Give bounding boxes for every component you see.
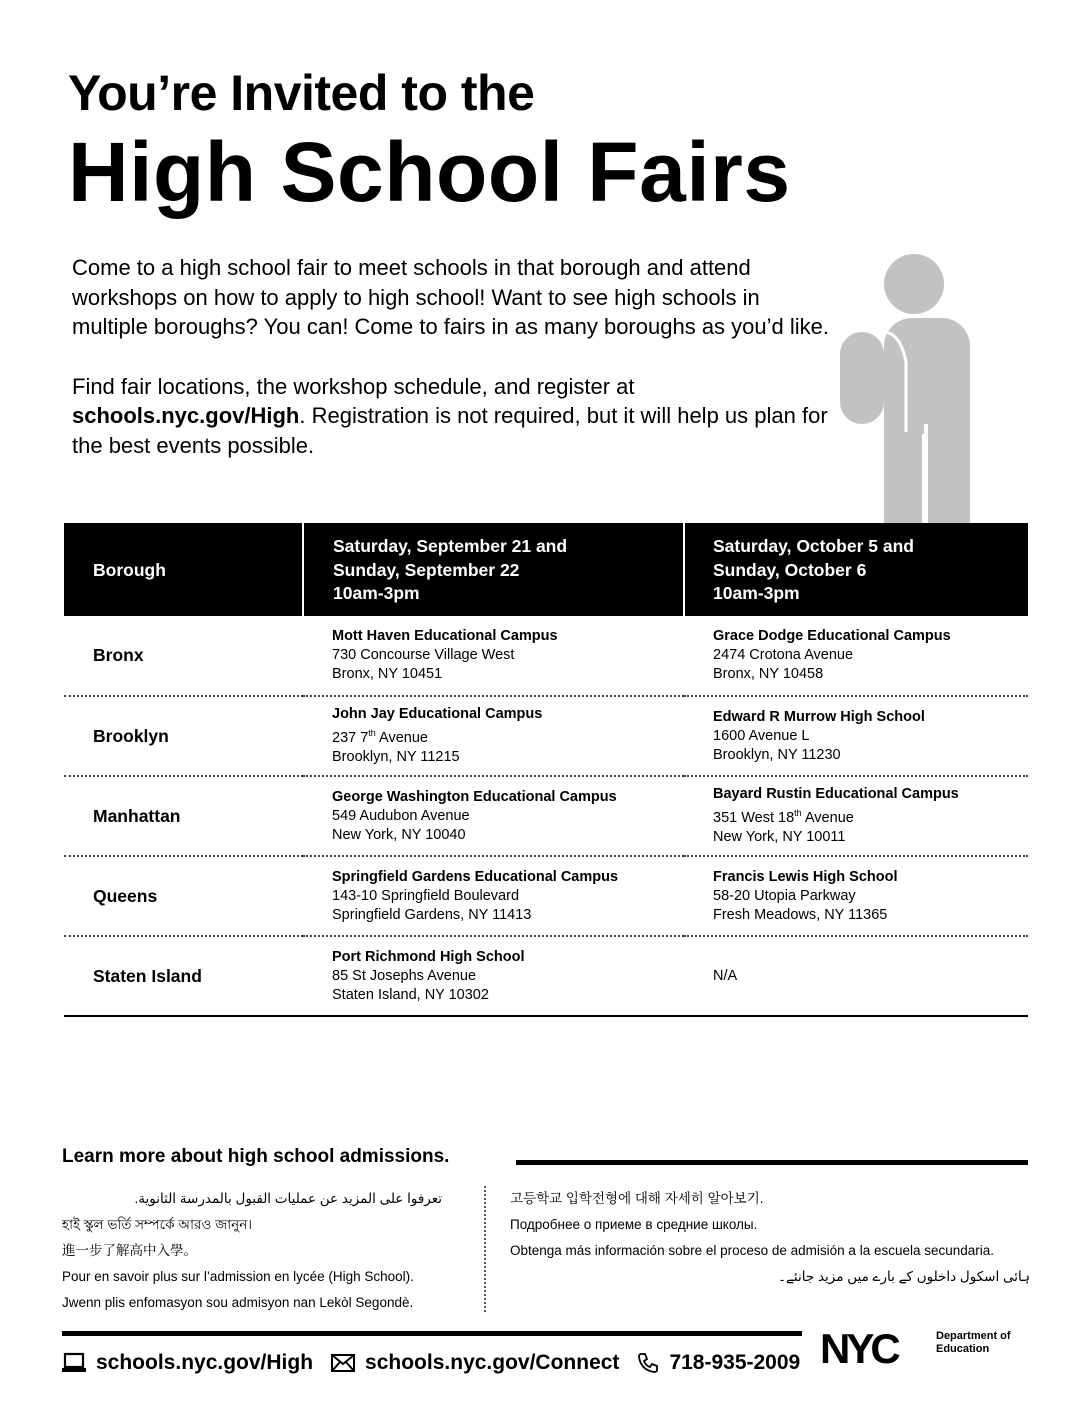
street-address: 1600 Avenue L — [713, 727, 810, 744]
table-row — [64, 936, 1028, 1016]
intro-text-after-link: . Registration is not required, but it will help us plan for the best events possible. — [72, 403, 828, 458]
ordinal-suffix: th — [368, 728, 376, 739]
translations-right-column — [510, 1186, 1030, 1290]
table-row — [64, 776, 1028, 856]
intro-text-before-link: Find fair locations, the workshop schedule, and register at — [72, 373, 635, 399]
school-name: Port Richmond High School — [332, 948, 525, 965]
september-location — [303, 776, 684, 856]
borough-name: Brooklyn — [64, 696, 303, 776]
table-row — [64, 856, 1028, 936]
school-name: Grace Dodge Educational Campus — [713, 628, 951, 644]
column-header-october — [684, 523, 1028, 616]
street-number: 351 West 18 — [713, 809, 795, 826]
column-header-borough: Borough — [64, 523, 303, 616]
street-address: 730 Concourse Village West — [332, 647, 515, 663]
phone-number[interactable]: 718-935-2009 — [669, 1351, 801, 1374]
borough-name: Bronx — [64, 616, 303, 696]
september-location — [303, 616, 684, 696]
translation-arabic: تعرفوا على المزيد عن عمليات القبول بالمدرسة الثانوية. — [134, 1191, 442, 1206]
ordinal-suffix: th — [794, 808, 802, 819]
city-state-zip: New York, NY 10040 — [332, 826, 466, 843]
not-available-label: N/A — [713, 967, 738, 984]
street-address — [713, 804, 1028, 828]
nyc-logo — [820, 1330, 930, 1368]
student-figure-illustration — [836, 252, 976, 530]
translations-divider — [484, 1186, 486, 1312]
october-location — [684, 936, 1028, 1016]
street-address: 85 St Josephs Avenue — [332, 967, 477, 984]
footer-rule — [62, 1331, 802, 1336]
october-time: 10am-3pm — [713, 583, 800, 604]
street-address: 2474 Crotona Avenue — [713, 647, 854, 663]
fairs-table — [64, 523, 1028, 1017]
translation-urdu: ہائی اسکول داخلوں کے بارے میں مزید جانئے۔ — [778, 1269, 1030, 1284]
city-state-zip: New York, NY 10011 — [713, 828, 846, 845]
street-address: 58-20 Utopia Parkway — [713, 887, 856, 904]
school-name: Bayard Rustin Educational Campus — [713, 786, 959, 803]
envelope-icon — [331, 1354, 355, 1372]
september-dates-line-1: Saturday, September 21 and — [333, 536, 568, 557]
city-state-zip: Staten Island, NY 10302 — [332, 986, 489, 1003]
october-location — [684, 616, 1028, 696]
borough-name: Queens — [64, 856, 303, 936]
street-address: 143-10 Springfield Boulevard — [332, 887, 520, 904]
city-state-zip: Springfield Gardens, NY 11413 — [332, 906, 532, 923]
learn-more-rule — [516, 1160, 1028, 1165]
nyc-logo-text: NYC — [820, 1330, 897, 1368]
city-state-zip: Bronx, NY 10458 — [713, 666, 824, 682]
translation-spanish: Obtenga más información sobre el proceso de admisión a la escuela secundaria. — [510, 1243, 995, 1258]
table-row — [64, 616, 1028, 696]
city-state-zip: Fresh Meadows, NY 11365 — [713, 906, 888, 923]
department-of-education-label — [936, 1330, 1011, 1356]
school-name: Edward R Murrow High School — [713, 708, 925, 725]
intro-paragraph-2 — [72, 372, 832, 461]
street-number: 237 7 — [332, 729, 369, 746]
translation-french: Pour en savoir plus sur l’admission en lycée (High School). — [62, 1269, 414, 1284]
title-line-1: You’re Invited to the — [68, 65, 535, 121]
street-suffix: Avenue — [375, 729, 428, 746]
department-label-line-2: Education — [936, 1343, 990, 1355]
column-header-september — [303, 523, 684, 616]
september-location — [303, 936, 684, 1016]
september-location — [303, 696, 684, 776]
translation-korean: 고등학교 입학전형에 대해 자세히 알아보기. — [510, 1191, 764, 1206]
phone-icon — [637, 1352, 659, 1374]
october-location — [684, 776, 1028, 856]
october-dates-line-2: Sunday, October 6 — [713, 559, 867, 580]
translation-russian: Подробнее о приеме в средние школы. — [510, 1217, 758, 1232]
borough-name: Staten Island — [64, 936, 303, 1016]
school-name: Francis Lewis High School — [713, 868, 898, 885]
page-title: High School Fairs — [68, 125, 791, 219]
october-location — [684, 856, 1028, 936]
intro-paragraph-1: Come to a high school fair to meet schools in that borough and attend workshops on how to apply to high school! Want to see high schools in multiple boroughs? You can! Come to fairs in as many boroughs as you’d like. — [72, 255, 829, 339]
october-dates-line-1: Saturday, October 5 and — [713, 536, 914, 557]
table-row — [64, 696, 1028, 776]
city-state-zip: Brooklyn, NY 11230 — [713, 746, 841, 763]
intro-text — [72, 253, 832, 460]
school-name: John Jay Educational Campus — [332, 706, 543, 723]
october-location — [684, 696, 1028, 776]
translations-left-column — [62, 1186, 442, 1316]
street-address: 549 Audubon Avenue — [332, 807, 470, 824]
website-link[interactable]: schools.nyc.gov/High — [96, 1351, 314, 1374]
borough-name: Manhattan — [64, 776, 303, 856]
city-state-zip: Bronx, NY 10451 — [332, 666, 443, 682]
contact-bar — [62, 1345, 800, 1381]
website-link[interactable]: schools.nyc.gov/High — [72, 403, 300, 428]
street-suffix: Avenue — [801, 809, 854, 826]
september-time: 10am-3pm — [333, 583, 420, 604]
september-location — [303, 856, 684, 936]
translation-chinese: 進一步了解高中入學。 — [62, 1243, 197, 1258]
connect-link[interactable]: schools.nyc.gov/Connect — [365, 1351, 620, 1374]
school-name: Springfield Gardens Educational Campus — [332, 868, 619, 885]
learn-more-heading: Learn more about high school admissions. — [62, 1146, 450, 1167]
laptop-icon — [62, 1352, 86, 1374]
department-label-line-1: Department of — [936, 1330, 1011, 1342]
translation-bengali: হাই স্কুল ভর্তি সম্পর্কে আরও জানুন। — [62, 1217, 253, 1232]
school-name: Mott Haven Educational Campus — [332, 628, 558, 644]
school-name: George Washington Educational Campus — [332, 788, 617, 805]
september-dates-line-2: Sunday, September 22 — [333, 559, 520, 580]
city-state-zip: Brooklyn, NY 11215 — [332, 748, 460, 765]
table-header-row — [64, 523, 1028, 616]
street-address — [332, 724, 684, 748]
translation-haitian-creole: Jwenn plis enfomasyon sou admisyon nan Lekòl Segondè. — [62, 1295, 414, 1310]
